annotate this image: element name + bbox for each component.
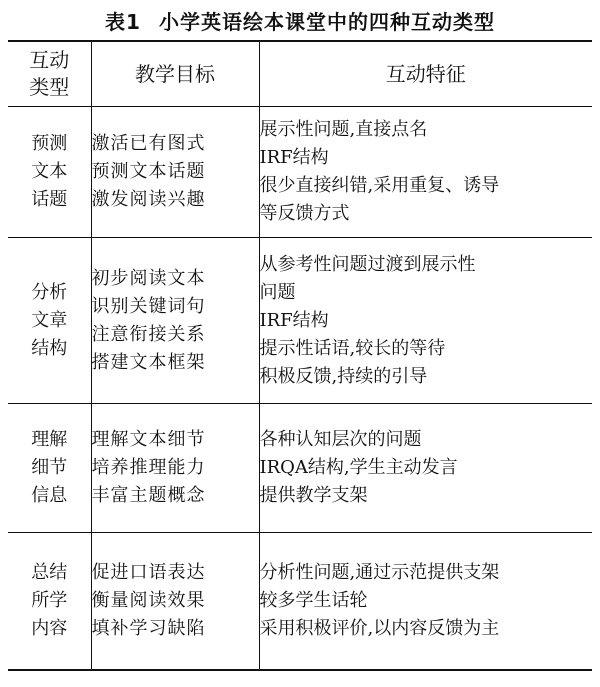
- table-caption: [0, 6, 600, 35]
- feature-line: 很少直接纠错,采用重复、诱导: [259, 175, 500, 196]
- type-cell: [8, 404, 91, 533]
- header-feature: 互动特征: [259, 41, 592, 107]
- feature-line: IRF结构: [259, 309, 329, 331]
- table-row: [8, 238, 592, 404]
- goals-cell: [91, 533, 259, 671]
- feature-line: 采用积极评价,以内容反馈为主: [259, 618, 500, 639]
- features-cell: [259, 404, 592, 533]
- header-type-line: 互动: [29, 48, 70, 72]
- goal-item: 培养推理能力: [91, 457, 206, 478]
- type-line: 分析: [31, 281, 68, 303]
- goal-item: 激发阅读兴趣: [91, 189, 206, 210]
- feature-line: 提示性话语,较长的等待: [259, 337, 446, 359]
- goal-item: 理解文本细节: [91, 429, 206, 450]
- header-type-line: 类型: [29, 75, 70, 99]
- goals-cell: [91, 238, 259, 404]
- goals-cell: [91, 107, 259, 238]
- type-line: 结构: [31, 337, 68, 359]
- goal-item: 预测文本话题: [91, 161, 206, 182]
- type-line: 细节: [31, 457, 68, 478]
- features-cell: [259, 107, 592, 238]
- features-cell: [259, 238, 592, 404]
- feature-line: IRQA结构,学生主动发言: [259, 457, 458, 478]
- feature-line: IRF结构: [259, 147, 329, 168]
- interaction-types-table: [8, 40, 592, 671]
- type-line: 理解: [31, 429, 68, 450]
- table-row: [8, 404, 592, 533]
- feature-line: 展示性问题,直接点名: [259, 119, 428, 140]
- feature-line: 较多学生话轮: [259, 590, 368, 611]
- goal-item: 衡量阅读效果: [91, 590, 206, 611]
- type-line: 文章: [31, 309, 68, 331]
- feature-line: 问题: [259, 281, 296, 303]
- type-line: 预测: [31, 133, 68, 154]
- table-row: [8, 107, 592, 238]
- feature-line: 各种认知层次的问题: [259, 429, 422, 450]
- feature-line: 提供教学支架: [259, 485, 368, 506]
- type-line: 所学: [31, 590, 68, 611]
- goal-item: 促进口语表达: [91, 562, 206, 583]
- feature-line: 等反馈方式: [259, 203, 350, 224]
- type-line: 总结: [31, 562, 68, 583]
- table-row: [8, 533, 592, 671]
- features-cell: [259, 533, 592, 671]
- goal-item: 填补学习缺陷: [91, 618, 206, 639]
- goals-cell: [91, 404, 259, 533]
- type-cell: [8, 107, 91, 238]
- type-line: 文本: [31, 161, 68, 182]
- goal-item: 识别关键词句: [91, 295, 206, 317]
- table-number: 表1: [105, 10, 141, 34]
- goal-item: 激活已有图式: [91, 133, 206, 154]
- header-row: [8, 41, 592, 107]
- goal-item: 初步阅读文本: [91, 267, 206, 289]
- feature-line: 分析性问题,通过示范提供支架: [259, 562, 500, 583]
- type-line: 信息: [31, 485, 68, 506]
- feature-line: 积极反馈,持续的引导: [259, 365, 428, 387]
- header-goal: 教学目标: [91, 41, 259, 107]
- table-title: 小学英语绘本课堂中的四种互动类型: [158, 10, 495, 34]
- feature-line: 从参考性问题过渡到展示性: [259, 253, 476, 275]
- header-type: [8, 41, 91, 107]
- goal-item: 注意衔接关系: [91, 323, 206, 345]
- type-cell: [8, 533, 91, 671]
- goal-item: 搭建文本框架: [91, 351, 206, 373]
- goal-item: 丰富主题概念: [91, 485, 206, 506]
- type-line: 内容: [31, 618, 68, 639]
- type-line: 话题: [31, 189, 68, 210]
- type-cell: [8, 238, 91, 404]
